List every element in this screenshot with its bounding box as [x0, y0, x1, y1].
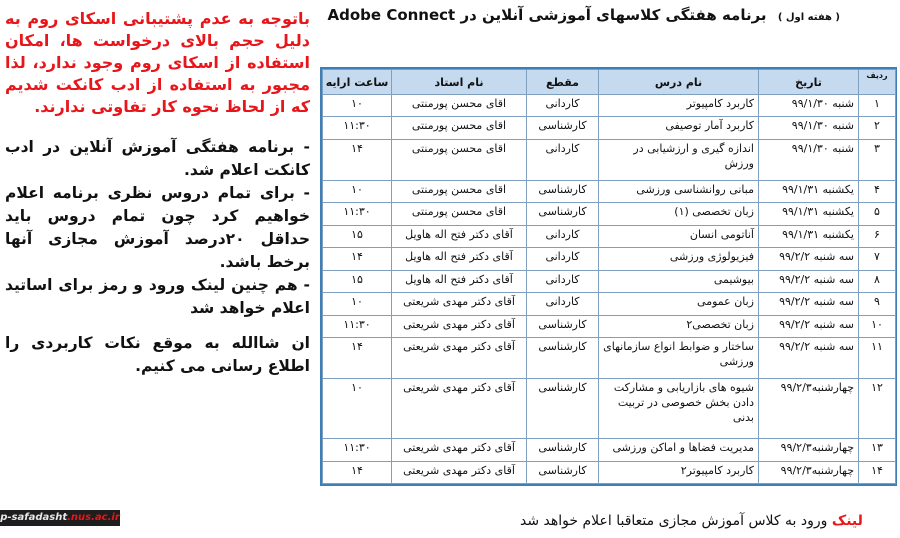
table-row — [323, 203, 896, 225]
table-row — [323, 461, 896, 484]
row-level: کاردانی — [527, 270, 599, 292]
row-level: کارشناسی — [527, 461, 599, 484]
header-date: تاریخ — [759, 70, 859, 95]
table-row — [323, 439, 896, 461]
row-time: ۱۱:۳۰ — [323, 439, 392, 461]
table-row — [323, 95, 896, 117]
row-num: ۱۱ — [859, 338, 896, 379]
row-num: ۱۴ — [859, 461, 896, 484]
row-time: ۱۰ — [323, 293, 392, 315]
notes-panel — [5, 8, 310, 378]
announcements — [5, 136, 310, 378]
row-level: کاردانی — [527, 139, 599, 180]
brand-prefix: p-safadasht — [0, 512, 68, 523]
table-row — [323, 293, 896, 315]
announcement-closing: ان شاالله به موقع نکات کاربردی را اطلاع رسانی می کنیم. — [5, 334, 310, 375]
row-teacher: اقای محسن پورمنتی — [392, 203, 527, 225]
row-level: کارشناسی — [527, 379, 599, 439]
row-date: یکشنبه ۹۹/۱/۳۱ — [759, 181, 859, 203]
row-date: چهارشنبه۹۹/۲/۳ — [759, 461, 859, 484]
row-date: شنبه ۹۹/۱/۳۰ — [759, 117, 859, 139]
row-course: مدیریت فضاها و اماکن ورزشی — [599, 439, 759, 461]
row-time: ۱۵ — [323, 270, 392, 292]
row-time: ۱۱:۳۰ — [323, 315, 392, 337]
row-num: ۵ — [859, 203, 896, 225]
row-level: کاردانی — [527, 248, 599, 270]
schedule-table — [322, 69, 896, 484]
footer-link-word[interactable]: لینک — [831, 513, 863, 529]
row-teacher: آقای دکتر مهدی شریعتی — [392, 461, 527, 484]
row-teacher: اقای محسن پورمنتی — [392, 181, 527, 203]
row-time: ۱۴ — [323, 461, 392, 484]
row-course: کاربرد آمار توصیفی — [599, 117, 759, 139]
row-time: ۱۰ — [323, 181, 392, 203]
row-course: زبان تخصصی (۱) — [599, 203, 759, 225]
row-time: ۱۵ — [323, 225, 392, 247]
row-course: زبان تخصصی۲ — [599, 315, 759, 337]
row-time: ۱۱:۳۰ — [323, 117, 392, 139]
row-teacher: آقای دکتر فتح اله هاویل — [392, 225, 527, 247]
row-level: کارشناسی — [527, 315, 599, 337]
table-row — [323, 270, 896, 292]
row-teacher: اقای محسن پورمنتی — [392, 95, 527, 117]
table-row — [323, 338, 896, 379]
row-date: سه شنبه ۹۹/۲/۲ — [759, 338, 859, 379]
row-date: شنبه ۹۹/۱/۳۰ — [759, 95, 859, 117]
row-date: یکشنبه ۹۹/۱/۳۱ — [759, 225, 859, 247]
row-level: کارشناسی — [527, 181, 599, 203]
row-num: ۹ — [859, 293, 896, 315]
table-row — [323, 225, 896, 247]
row-course: بیوشیمی — [599, 270, 759, 292]
row-teacher: اقای محسن پورمنتی — [392, 117, 527, 139]
row-num: ۶ — [859, 225, 896, 247]
header-course: نام درس — [599, 70, 759, 95]
row-teacher: آقای دکتر فتح اله هاویل — [392, 270, 527, 292]
row-teacher: آقای دکتر مهدی شریعتی — [392, 439, 527, 461]
row-course: کاربرد کامپیوتر۲ — [599, 461, 759, 484]
row-num: ۳ — [859, 139, 896, 180]
row-date: چهارشنبه۹۹/۲/۳ — [759, 439, 859, 461]
row-time: ۱۰ — [323, 379, 392, 439]
row-course: شیوه های بازاریابی و مشارکت دادن بخش خصوصی در تربیت بدنی — [599, 379, 759, 439]
row-teacher: اقای محسن پورمنتی — [392, 139, 527, 180]
row-teacher: آقای دکتر فتح اله هاویل — [392, 248, 527, 270]
row-time: ۱۱:۳۰ — [323, 203, 392, 225]
row-date: سه شنبه ۹۹/۲/۲ — [759, 270, 859, 292]
row-course: ساختار و ضوابط انواع سازمانهای ورزشی — [599, 338, 759, 379]
row-time: ۱۴ — [323, 248, 392, 270]
table-header-row — [323, 70, 896, 95]
header-time: ساعت ارایه — [323, 70, 392, 95]
row-date: یکشنبه ۹۹/۱/۳۱ — [759, 203, 859, 225]
footer-note — [520, 513, 863, 529]
row-num: ۸ — [859, 270, 896, 292]
row-date: سه شنبه ۹۹/۲/۲ — [759, 293, 859, 315]
header-num: ردیف — [859, 70, 896, 95]
row-level: کارشناسی — [527, 117, 599, 139]
footer-text: ورود به کلاس آموزش مجازی متعاقبا اعلام خواهد شد — [520, 513, 832, 529]
row-level: کاردانی — [527, 293, 599, 315]
row-num: ۲ — [859, 117, 896, 139]
table-row — [323, 139, 896, 180]
row-teacher: آقای دکتر مهدی شریعتی — [392, 379, 527, 439]
table-row — [323, 181, 896, 203]
row-level: کارشناسی — [527, 203, 599, 225]
row-num: ۱۲ — [859, 379, 896, 439]
row-course: اندازه گیری و ارزشیابی در ورزش — [599, 139, 759, 180]
row-level: کاردانی — [527, 225, 599, 247]
row-time: ۱۴ — [323, 139, 392, 180]
row-time: ۱۰ — [323, 95, 392, 117]
skyroom-notice: باتوجه به عدم پشتیبانی اسکای روم به دلیل حجم بالای درخواست ها، امکان استفاده از اسکای روم وجود ندارد، لذا مجبور به استفاده از ادب کانکت شدیم که از لحاظ نحوه کار تفاوتی ندارند. — [5, 9, 310, 116]
row-course: فیزیولوژی ورزشی — [599, 248, 759, 270]
row-teacher: آقای دکتر مهدی شریعتی — [392, 293, 527, 315]
schedule-table-wrapper — [320, 67, 897, 486]
row-teacher: آقای دکتر مهدی شریعتی — [392, 338, 527, 379]
row-date: شنبه ۹۹/۱/۳۰ — [759, 139, 859, 180]
announcement-schedule: - برنامه هفتگی آموزش آنلاین در ادب کانکت اعلام شد. — [5, 138, 310, 179]
row-level: کاردانی — [527, 95, 599, 117]
table-row — [323, 117, 896, 139]
row-level: کارشناسی — [527, 338, 599, 379]
header-teacher: نام استاد — [392, 70, 527, 95]
row-course: زبان عمومی — [599, 293, 759, 315]
announcement-links: - هم چنین لینک ورود و رمز برای اساتید اعلام خواهد شد — [5, 276, 310, 317]
row-date: چهارشنبه۹۹/۲/۳ — [759, 379, 859, 439]
page-title — [327, 6, 840, 24]
row-num: ۱۰ — [859, 315, 896, 337]
title-main: برنامه هفتگی کلاسهای آموزشی آنلاین در Adobe Connect — [327, 6, 767, 24]
row-date: سه شنبه ۹۹/۲/۲ — [759, 315, 859, 337]
row-num: ۱ — [859, 95, 896, 117]
row-date: سه شنبه ۹۹/۲/۲ — [759, 248, 859, 270]
row-teacher: آقای دکتر مهدی شریعتی — [392, 315, 527, 337]
header-level: مقطع — [527, 70, 599, 95]
row-num: ۷ — [859, 248, 896, 270]
week-note: ( هفته اول ) — [777, 12, 840, 23]
site-brand[interactable] — [0, 510, 120, 526]
announcement-theory-courses: - برای تمام دروس نظری برنامه اعلام خواهیم کرد چون تمام دروس باید حداقل ۲۰درصد آموزش مجازی آنها برخط باشد. — [5, 184, 310, 271]
row-course: مبانی روانشناسی ورزشی — [599, 181, 759, 203]
row-time: ۱۴ — [323, 338, 392, 379]
row-course: آناتومی انسان — [599, 225, 759, 247]
table-row — [323, 379, 896, 439]
row-num: ۱۳ — [859, 439, 896, 461]
row-level: کارشناسی — [527, 439, 599, 461]
row-course: کاربرد کامپیوتر — [599, 95, 759, 117]
brand-domain: .nus.ac.ir — [67, 512, 120, 523]
table-row — [323, 315, 896, 337]
table-row — [323, 248, 896, 270]
row-num: ۴ — [859, 181, 896, 203]
